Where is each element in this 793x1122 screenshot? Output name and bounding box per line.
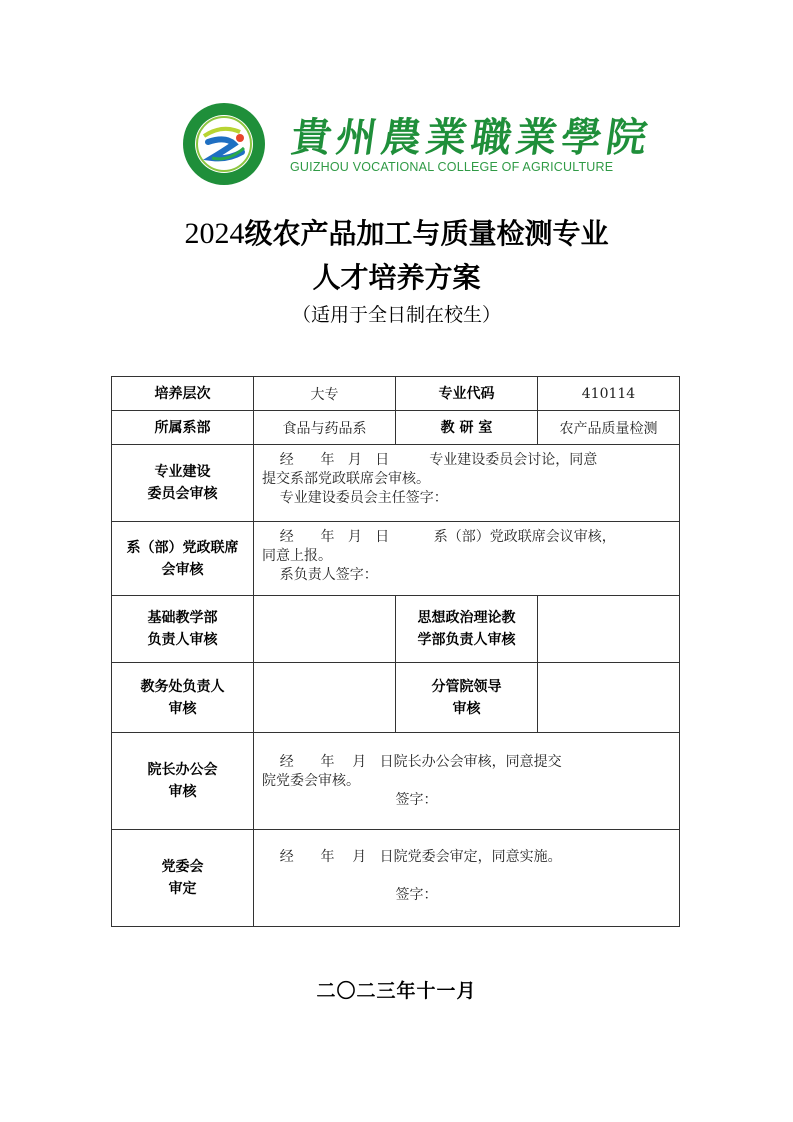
college-name-en: GUIZHOU VOCATIONAL COLLEGE OF AGRICULTURE <box>290 160 614 174</box>
form-row-dept-joint-meeting <box>112 522 680 596</box>
value-department: 食品与药品系 <box>254 411 396 445</box>
label-dept-joint-meeting <box>112 522 254 596</box>
text-line: 经 年 月 日院党委会审定，同意实施。 <box>262 849 562 865</box>
title-program: 级农产品加工与质量检测专业 <box>244 217 609 250</box>
label-president-office <box>112 733 254 830</box>
president-office-text <box>254 733 680 830</box>
committee-review-text <box>254 445 680 522</box>
label-line: 基础教学部 <box>147 610 218 626</box>
label-line: 党委会 <box>161 859 204 875</box>
form-row-level <box>112 377 680 411</box>
label-department: 所属系部 <box>112 411 254 445</box>
label-line: 审核 <box>452 700 481 717</box>
label-line: 系（部）党政联席 <box>126 539 239 556</box>
label-major-code: 专业代码 <box>396 377 538 411</box>
form-row-academic-leader <box>112 663 680 733</box>
label-line: 教务处负责人 <box>140 678 225 695</box>
label-ideology-dept <box>396 596 538 663</box>
college-emblem-icon <box>182 102 266 186</box>
text-line: 经 年 月 日院长办公会审核，同意提交 <box>262 754 562 770</box>
signature-line: 专业建设委员会主任签字： <box>262 490 448 506</box>
label-basic-teaching-dept <box>112 596 254 663</box>
label-vice-president <box>396 663 538 733</box>
text-line: 提交系部党政联席会审核。 <box>262 471 430 487</box>
label-teaching-office: 教 研 室 <box>396 411 538 445</box>
college-logo <box>182 98 655 184</box>
label-line: 思想政治理论教 <box>417 610 516 626</box>
form-row-committee-review <box>112 445 680 522</box>
text-line: 经 年 月 日 系（部）党政联席会议审核， <box>262 529 616 545</box>
label-line: 分管院领导 <box>431 678 502 695</box>
academic-affairs-signature-cell[interactable] <box>254 663 396 733</box>
label-line: 专业建设 <box>154 464 211 480</box>
label-line: 审定 <box>168 881 197 897</box>
label-line: 审核 <box>168 784 197 800</box>
dept-joint-meeting-text <box>254 522 680 596</box>
document-subtitle: （适用于全日制在校生） <box>291 304 501 326</box>
form-row-department <box>112 411 680 445</box>
label-line: 负责人审核 <box>147 632 218 648</box>
label-academic-affairs <box>112 663 254 733</box>
label-line: 委员会审核 <box>147 486 218 502</box>
document-title-line1 <box>0 212 793 252</box>
signature-line: 系负责人签字： <box>262 567 378 583</box>
signature-line: 签字： <box>262 887 438 903</box>
document-date: 二〇二三年十一月 <box>316 980 477 1002</box>
text-line: 同意上报。 <box>262 548 332 564</box>
text-line: 院党委会审核。 <box>262 773 360 789</box>
signature-line: 签字： <box>262 792 438 808</box>
label-line: 院长办公会 <box>147 762 218 778</box>
label-committee-review <box>112 445 254 522</box>
label-training-level: 培养层次 <box>112 377 254 411</box>
basic-teaching-dept-signature-cell[interactable] <box>254 596 396 663</box>
label-line: 会审核 <box>161 561 204 578</box>
value-training-level: 大专 <box>254 377 396 411</box>
text-line <box>262 867 671 886</box>
title-year: 2024 <box>184 217 245 250</box>
value-major-code: 410114 <box>538 377 680 411</box>
document-title-line2: 人才培养方案 <box>312 261 481 294</box>
form-row-party-committee <box>112 830 680 927</box>
form-row-basic-ideology <box>112 596 680 663</box>
ideology-dept-signature-cell[interactable] <box>538 596 680 663</box>
label-line: 学部负责人审核 <box>417 632 516 648</box>
college-name-cn: 貴州農業職業學院 <box>288 114 655 161</box>
label-party-committee <box>112 830 254 927</box>
label-line: 审核 <box>168 700 197 717</box>
form-row-president-office <box>112 733 680 830</box>
party-committee-text <box>254 830 680 927</box>
value-teaching-office: 农产品质量检测 <box>538 411 680 445</box>
vice-president-signature-cell[interactable] <box>538 663 680 733</box>
text-line: 经 年 月 日 专业建设委员会讨论，同意 <box>262 452 598 468</box>
approval-form-table <box>111 376 680 927</box>
